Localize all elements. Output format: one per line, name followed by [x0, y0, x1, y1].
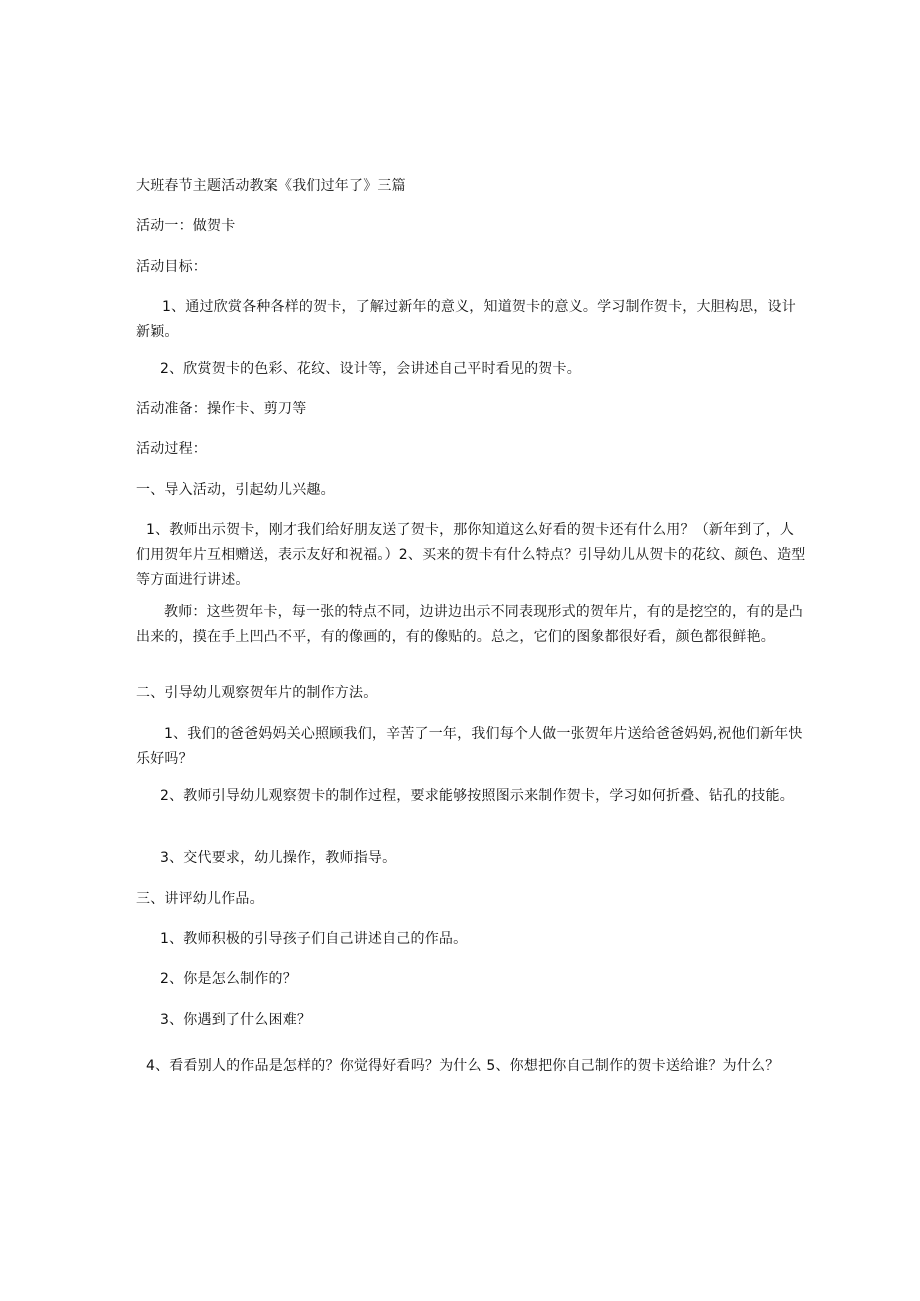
- paragraph-step-two: 二、引导幼儿观察贺年片的制作方法。: [136, 685, 378, 701]
- paragraph-step-three: 三、讲评幼儿作品。: [136, 891, 264, 907]
- paragraph-step-one-detail: 1、教师出示贺卡，刚才我们给好朋友送了贺卡，那你知道这么好看的贺卡还有什么用？（新年到了，人们用贺年片互相赠送，表示友好和祝福。）2、买来的贺卡有什么特点？引导幼儿从贺卡的花纹、颜色、造型等方面进行讲述。: [136, 522, 806, 588]
- document-title: 大班春节主题活动教案《我们过年了》三篇: [136, 178, 406, 194]
- paragraph-process-heading: 活动过程：: [136, 441, 207, 457]
- paragraph-step-two-1: 1、我们的爸爸妈妈关心照顾我们，辛苦了一年，我们每个人做一张贺年片送给爸爸妈妈,祝他们新年快乐好吗？: [136, 726, 803, 767]
- paragraph-step-one: 一、导入活动，引起幼儿兴趣。: [136, 482, 335, 498]
- paragraph-step-three-1: 1、教师积极的引导孩子们自己讲述自己的作品。: [160, 931, 468, 947]
- paragraph-goals-heading: 活动目标：: [136, 259, 207, 275]
- paragraph-goal-2: 2、欣赏贺卡的色彩、花纹、设计等，会讲述自己平时看见的贺卡。: [160, 361, 581, 377]
- paragraph-preparation: 活动准备：操作卡、剪刀等: [136, 401, 307, 417]
- paragraph-step-two-3: 3、交代要求，幼儿操作，教师指导。: [160, 850, 397, 866]
- paragraph-goal-1: 1、通过欣赏各种各样的贺卡，了解过新年的意义，知道贺卡的意义。学习制作贺卡，大胆构思，设计新颖。: [136, 299, 796, 340]
- paragraph-teacher-explain: 教师：这些贺年卡，每一张的特点不同，边讲边出示不同表现形式的贺年片，有的是挖空的，有的是凸出来的，摸在手上凹凸不平，有的像画的，有的像贴的。总之，它们的图象都很好看，颜色都很鲜艳。: [136, 604, 803, 645]
- paragraph-step-two-2: 2、教师引导幼儿观察贺卡的制作过程，要求能够按照图示来制作贺卡，学习如何折叠、钻孔的技能。: [160, 788, 794, 804]
- paragraph-activity-one: 活动一：做贺卡: [136, 218, 236, 234]
- paragraph-step-three-3: 3、你遇到了什么困难？: [160, 1012, 312, 1028]
- paragraph-step-three-4: 4、看看别人的作品是怎样的？你觉得好看吗？为什么 5、你想把你自己制作的贺卡送给谁？为什么？: [146, 1058, 780, 1074]
- paragraph-step-three-2: 2、你是怎么制作的？: [160, 971, 297, 987]
